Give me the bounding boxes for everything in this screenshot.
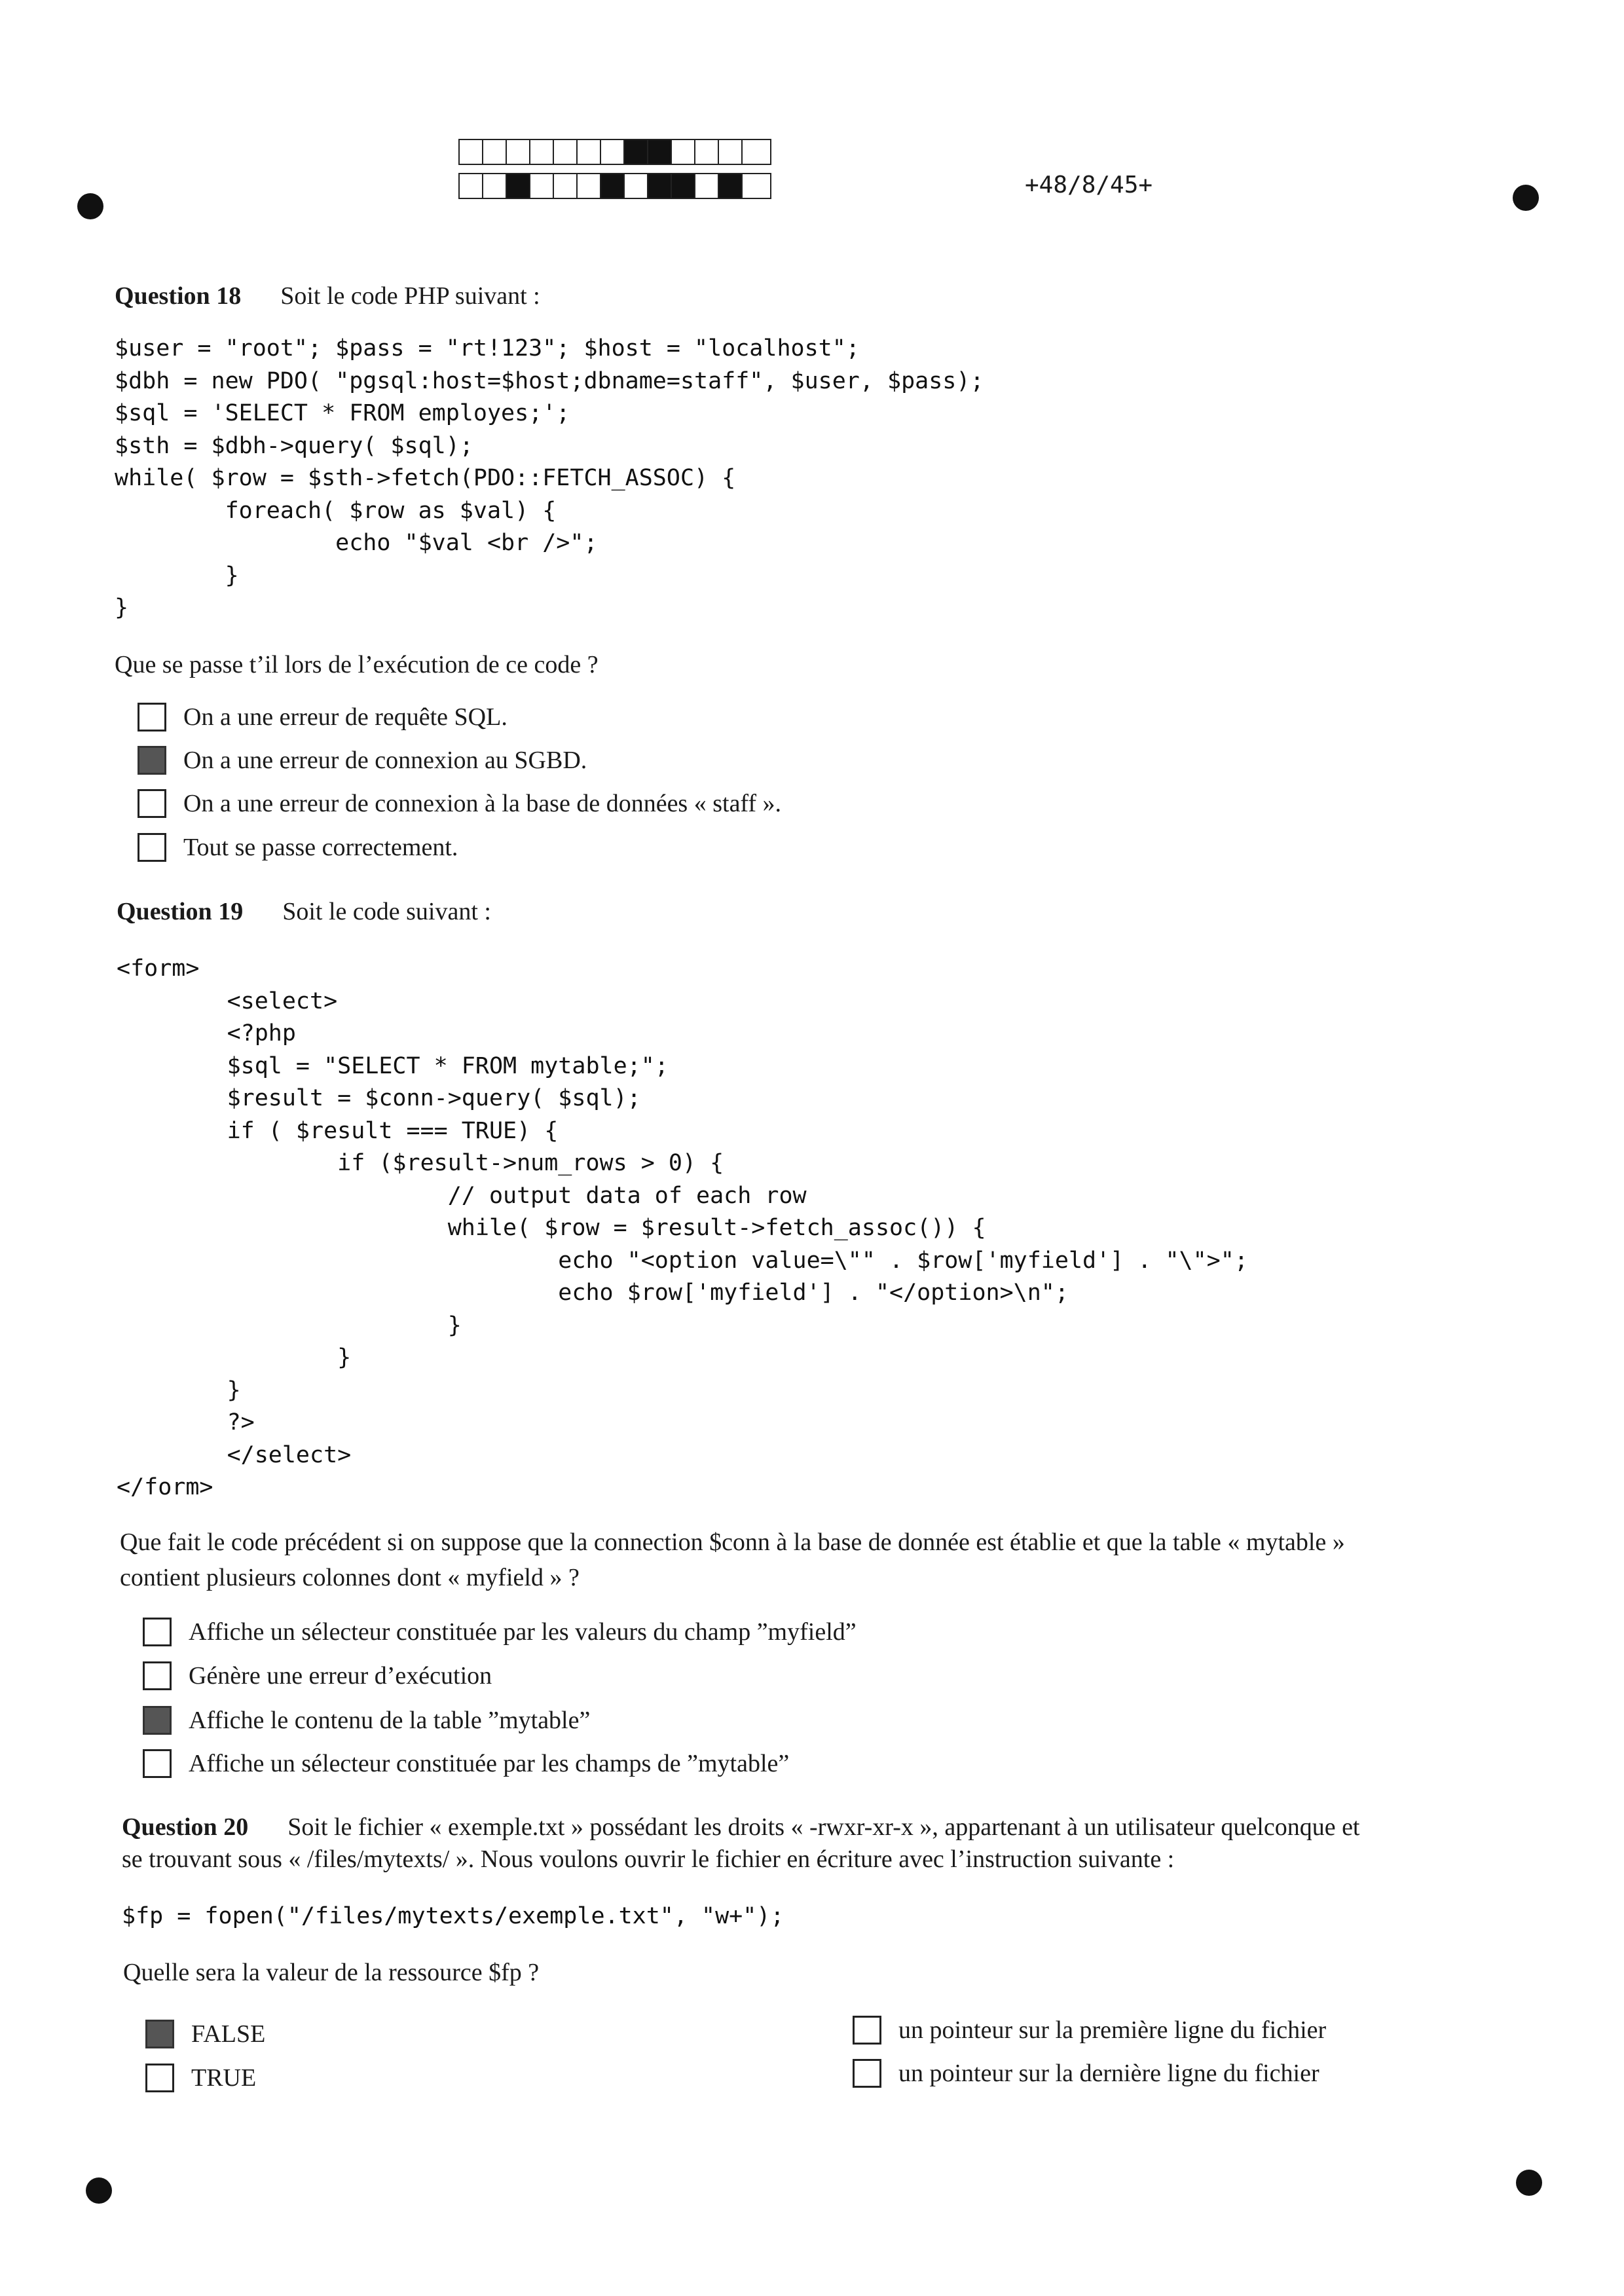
question-19-prompt-line-2: contient plusieurs colonnes dont « myfield » ?	[120, 1564, 580, 1591]
question-20-code: $fp = fopen("/files/mytexts/exemple.txt", "w+");	[122, 1903, 784, 1929]
q18-option-1[interactable]	[138, 703, 507, 731]
checkbox-checked[interactable]	[145, 2020, 174, 2048]
checkbox-checked[interactable]	[138, 746, 166, 775]
option-label: Affiche un sélecteur constituée par les valeurs du champ ”myfield”	[189, 1618, 857, 1646]
option-label: un pointeur sur la dernière ligne du fichier	[898, 2060, 1320, 2087]
option-label: Tout se passe correctement.	[183, 834, 458, 861]
question-number: Question 19	[117, 898, 244, 925]
checkbox[interactable]	[143, 1749, 172, 1778]
option-label: un pointeur sur la première ligne du fichier	[898, 2016, 1327, 2044]
option-label: TRUE	[191, 2064, 257, 2092]
question-20-heading	[122, 1813, 1360, 1842]
registration-mark-top-right	[1513, 185, 1539, 211]
option-label: On a une erreur de requête SQL.	[183, 703, 507, 731]
option-label: FALSE	[191, 2020, 266, 2048]
checkbox[interactable]	[143, 1661, 172, 1690]
question-intro-line-1: Soit le fichier « exemple.txt » possédant les droits « -rwxr-xr-x », appartenant à un utilisateur quelconque et	[287, 1813, 1360, 1841]
checkbox[interactable]	[145, 2064, 174, 2092]
option-label: On a une erreur de connexion à la base de données « staff ».	[183, 790, 782, 817]
q18-option-2[interactable]	[138, 746, 587, 775]
option-label: Affiche le contenu de la table ”mytable”	[189, 1707, 591, 1734]
question-20-intro-line-2: se trouvant sous « /files/mytexts/ ». Nous voulons ouvrir le fichier en écriture avec l’instruction suivante :	[122, 1845, 1175, 1873]
question-intro: Soit le code suivant :	[282, 898, 491, 925]
option-label: Génère une erreur d’exécution	[189, 1662, 492, 1690]
question-number: Question 18	[115, 282, 242, 310]
checkbox[interactable]	[138, 703, 166, 731]
q18-option-4[interactable]	[138, 833, 458, 862]
checkbox[interactable]	[853, 2059, 881, 2088]
id-barcode-row-1	[458, 139, 771, 165]
checkbox[interactable]	[853, 2016, 881, 2045]
q20-option-2[interactable]	[145, 2064, 256, 2092]
page-identifier: +48/8/45+	[1025, 172, 1153, 198]
checkbox-checked[interactable]	[143, 1706, 172, 1735]
registration-mark-bottom-right	[1516, 2170, 1542, 2196]
registration-mark-top-left	[77, 193, 103, 219]
question-18-prompt: Que se passe t’il lors de l’exécution de ce code ?	[115, 651, 599, 678]
q20-option-4[interactable]	[853, 2059, 1320, 2088]
q19-option-1[interactable]	[143, 1618, 857, 1646]
question-intro: Soit le code PHP suivant :	[280, 282, 540, 310]
id-barcode-row-2	[458, 173, 771, 199]
question-18-heading	[115, 282, 540, 310]
checkbox[interactable]	[138, 833, 166, 862]
question-18-code: $user = "root"; $pass = "rt!123"; $host = "localhost"; $dbh = new PDO( "pgsql:host=$host;dbname=staff", $user, $pass); $sql = 'SELECT * FROM employes;'; $sth = $dbh->query( $sql); while( $row = $sth->fetch(PDO::FETCH_ASSOC) { foreach( $row as $val) { echo "$val <br />"; } }	[115, 335, 984, 621]
question-19-prompt-line-1: Que fait le code précédent si on suppose que la connection $conn à la base de donnée est établie et que la table « mytable »	[120, 1528, 1345, 1556]
q20-option-3[interactable]	[853, 2016, 1326, 2045]
question-number: Question 20	[122, 1813, 249, 1841]
option-label: On a une erreur de connexion au SGBD.	[183, 747, 587, 774]
checkbox[interactable]	[143, 1618, 172, 1646]
checkbox[interactable]	[138, 789, 166, 818]
question-19-heading	[117, 897, 491, 926]
q19-option-3[interactable]	[143, 1706, 590, 1735]
q19-option-4[interactable]	[143, 1749, 789, 1778]
registration-mark-bottom-left	[86, 2177, 112, 2204]
option-label: Affiche un sélecteur constituée par les champs de ”mytable”	[189, 1750, 790, 1777]
question-19-code: <form> <select> <?php $sql = "SELECT * FROM mytable;"; $result = $conn->query( $sql); if ( $result === TRUE) { if ($result->num_rows > 0) { // output data of each row while( $row = $result->fetch_assoc()) { echo "<option value=\"" . $row['myfield'] . "\">"; echo $row['myfield'] . "</option>\n"; } } } ?> </select> </form>	[117, 955, 1248, 1500]
q19-option-2[interactable]	[143, 1661, 492, 1690]
question-20-prompt: Quelle sera la valeur de la ressource $fp ?	[123, 1959, 540, 1986]
q20-option-1[interactable]	[145, 2020, 265, 2048]
q18-option-3[interactable]	[138, 789, 781, 818]
